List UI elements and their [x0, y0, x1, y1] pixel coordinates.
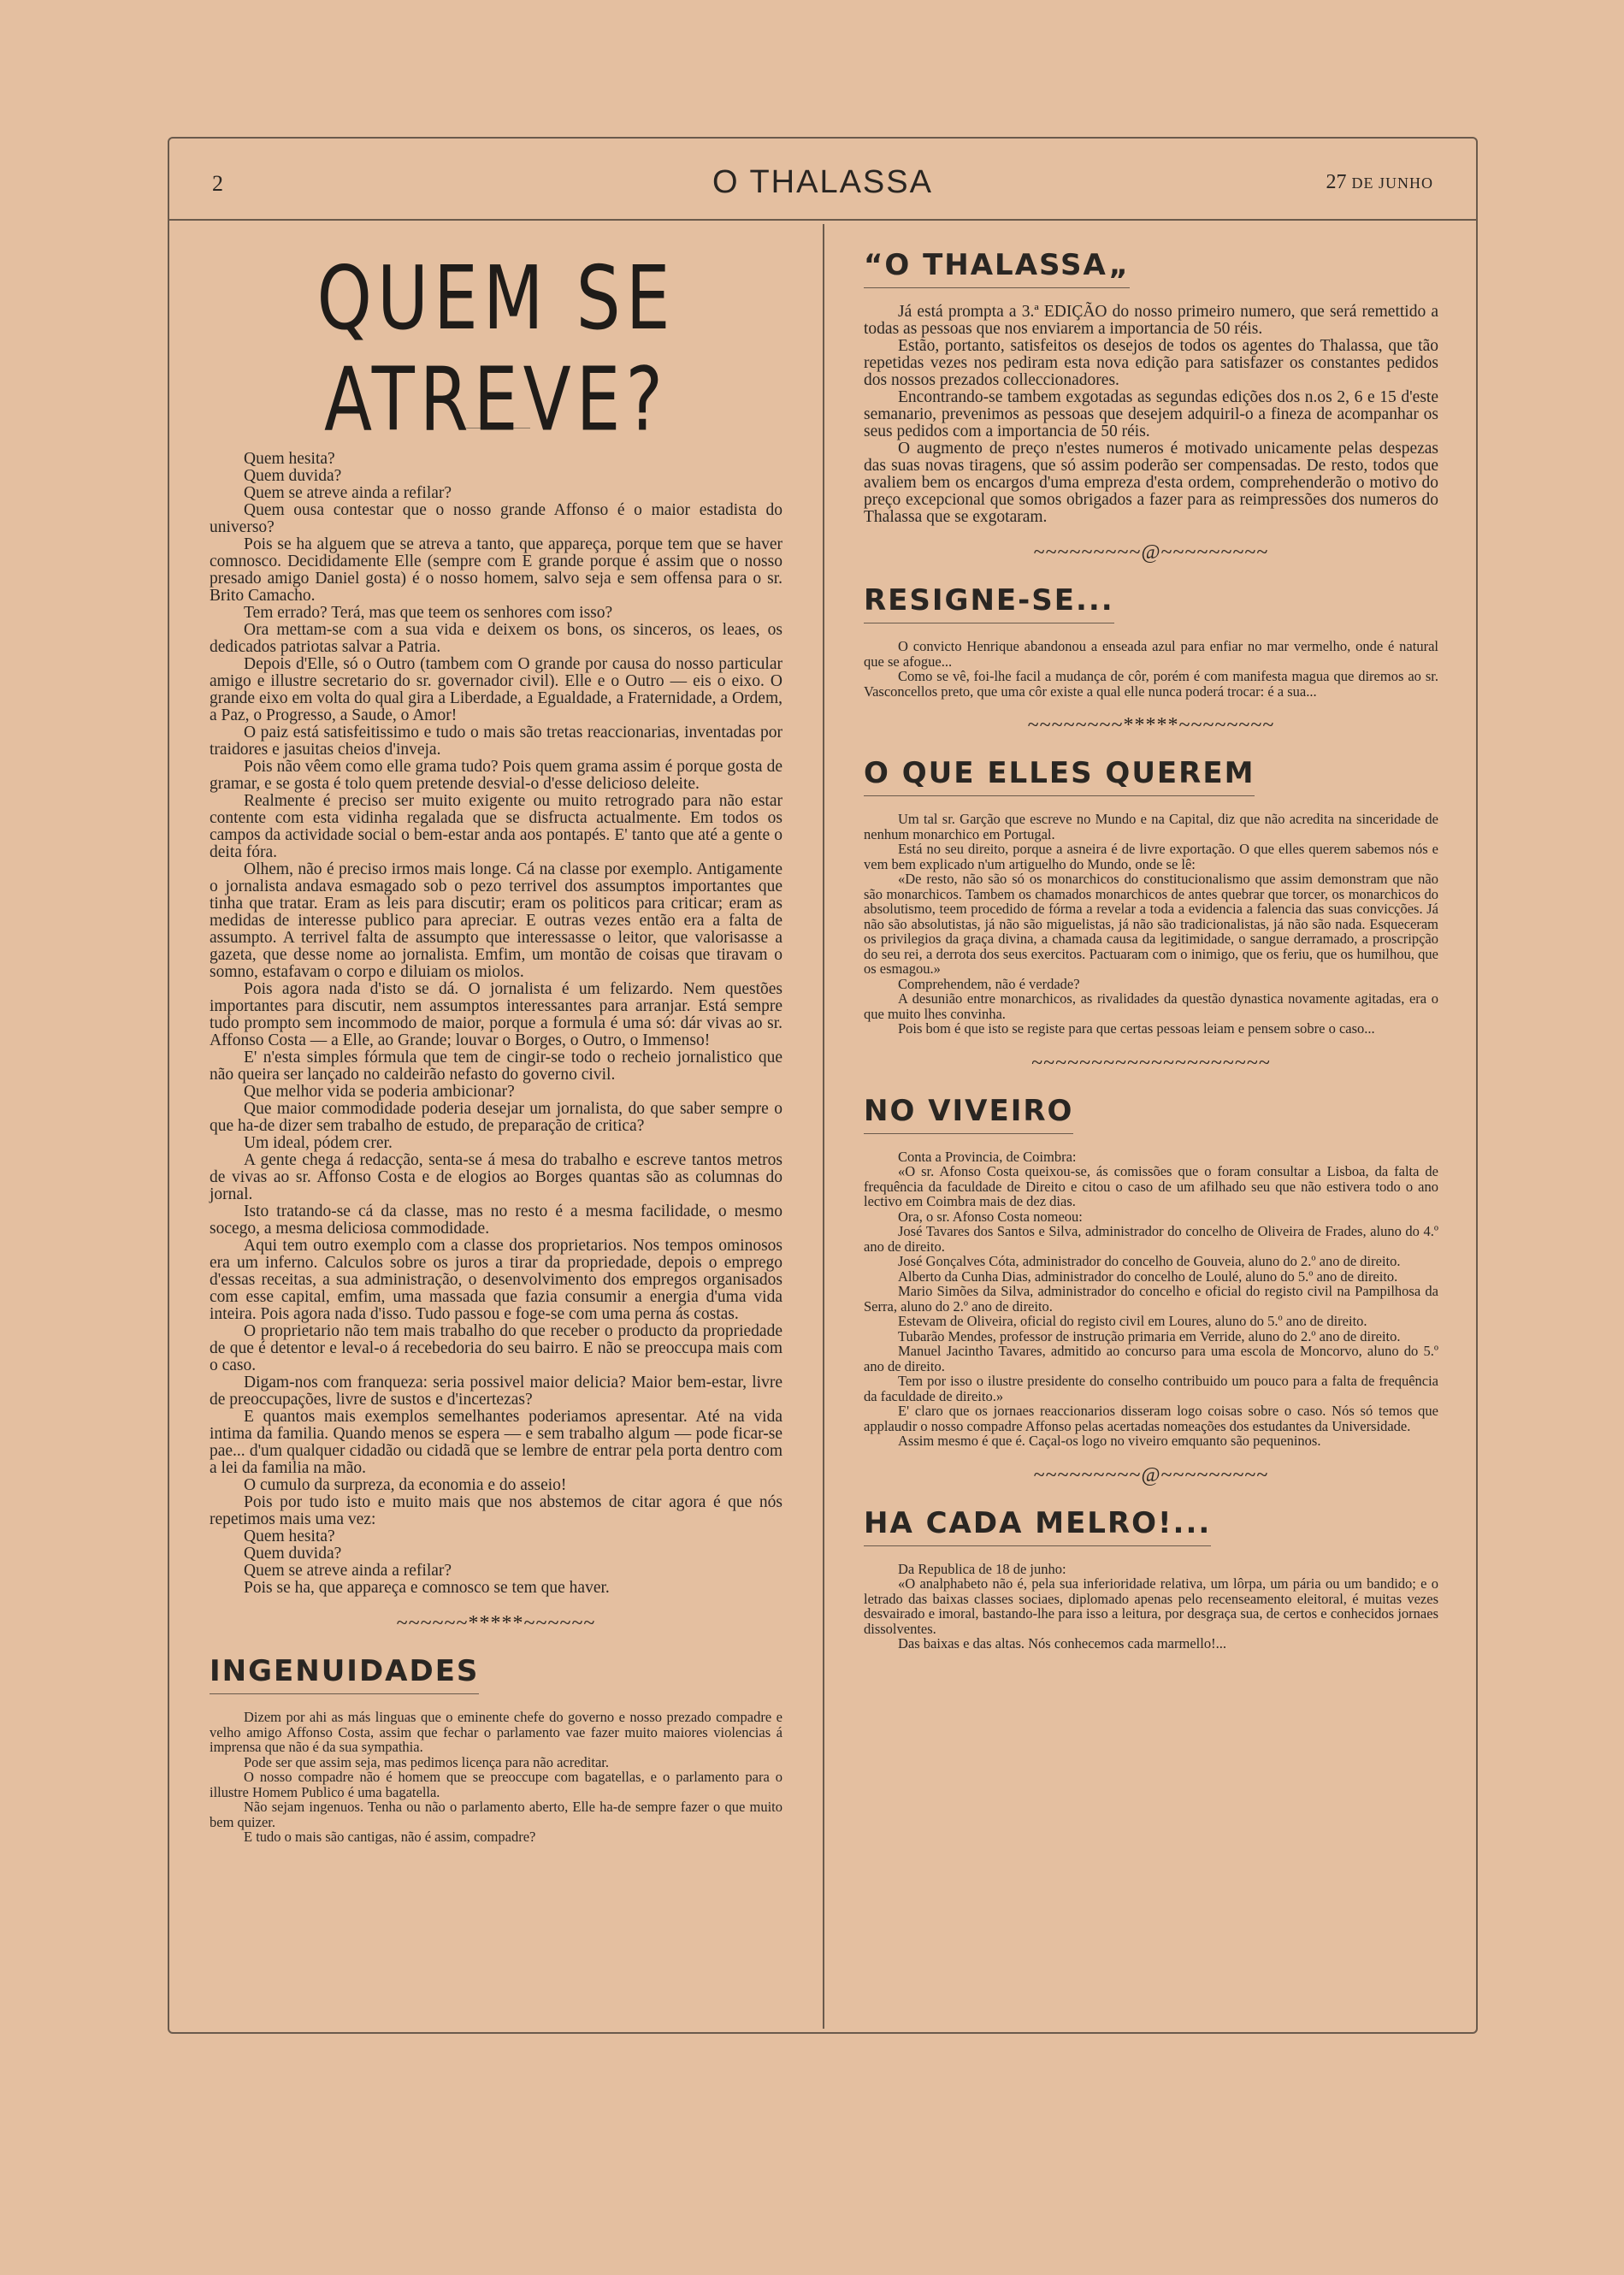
paragraph: Quem duvida?: [244, 467, 342, 485]
article-body: [210, 451, 782, 1597]
paragraph: Da Republica de 18 de junho:: [898, 1560, 1066, 1577]
paragraph: Pois não vêem como elle grama tudo? Pois quem grama assim é porque gosta de gramar, e se gosta é tolo quem pretende desvial-o d'esse delicioso deleite.: [210, 758, 782, 793]
paragraph: Tubarão Mendes, professor de instrução primaria em Verride, aluno do 2.º ano de direito.: [898, 1327, 1401, 1344]
paragraph: Um tal sr. Garção que escreve no Mundo e na Capital, diz que não acredita na sinceridade de nenhum monarchico em Portugal.: [864, 811, 1438, 842]
paragraph: Conta a Provincia, de Coimbra:: [898, 1148, 1077, 1165]
section-body-ingenuidades: [210, 1710, 782, 1845]
paragraph: A desunião entre monarchicos, as rivalidades da questão dynastica novamente agitadas, era o que muito lhes convinha.: [864, 990, 1438, 1022]
paragraph: Alberto da Cunha Dias, administrador do concelho de Loulé, aluno do 5.º ano de direito.: [898, 1268, 1398, 1285]
paragraph: E' n'esta simples fórmula que tem de cingir-se todo o recheio jornalistico que não queira ser lançado no caldeirão nefasto do governo civil.: [210, 1049, 782, 1084]
ornament-divider: ~~~~~~~~~~~~~~~~~~~~: [1031, 1051, 1271, 1074]
paragraph: Depois d'Elle, só o Outro (tambem com O grande por causa do nosso particular amigo e illustre secretario do sr. governador civil). Elle e o Outro — eis o eixo. O grande eixo em volta do qual gira a Liberdade, a Egualdade, a Fraternidade, a Ordem, a Paz, o Progresso, a Saude, o Amor!: [210, 655, 782, 724]
paragraph: O convicto Henrique abandonou a enseada azul para enfiar no mar vermelho, onde é natural que se afogue...: [864, 638, 1438, 670]
paragraph: A gente chega á redacção, senta-se á mesa do trabalho e escreve tantos metros de vivas ao sr. Affonso Costa e de elogios ao Borges quantas são as columnas do jornal.: [210, 1151, 782, 1203]
paragraph: Está no seu direito, porque a asneira é de livre exportação. O que elles querem sabemos nós e vem bem explicado n'um artiguelho do Mundo, onde se lê:: [864, 841, 1438, 872]
ornament-divider: ~~~~~~*****~~~~~~: [396, 1612, 596, 1634]
paragraph: Como se vê, foi-lhe facil a mudança de côr, porém é com manifesta magua que diremos ao sr. Vasconcellos preto, que uma côr existe a qual elle nunca poderá trocar: é a sua...: [864, 668, 1438, 700]
section-title-thalassa: “O THALASSA„: [864, 248, 1130, 288]
paragraph: Estevam de Oliveira, oficial do registo civil em Loures, aluno do 5.º ano de direito.: [898, 1313, 1367, 1329]
paragraph: O cumulo da surpreza, da economia e do asseio!: [244, 1476, 567, 1494]
section-body-resigne: [864, 639, 1438, 699]
paragraph: Um ideal, pódem crer.: [244, 1134, 393, 1152]
paragraph: Pois agora nada d'isto se dá. O jornalista é um felizardo. Nem questões importantes para discutir, nem assumptos interessantes para arranjar. Está sempre tudo prompto sem incommodo de maior, porque a formula é uma só: dár vivas ao sr. Affonso Costa — a Elle, ao Grande; louvar o Borges, o Outro, o Immenso!: [210, 980, 782, 1049]
left-column: [210, 248, 782, 1845]
paragraph: José Tavares dos Santos e Silva, administrador do concelho de Oliveira de Frades, aluno do 4.º ano de direito.: [864, 1223, 1438, 1255]
paragraph: Isto tratando-se cá da classe, mas no resto é a mesma facilidade, o mesmo socego, a mesma deliciosa commodidade.: [210, 1202, 782, 1238]
paragraph: Pois por tudo isto e muito mais que nos abstemos de citar agora é que nós repetimos mais uma vez:: [210, 1493, 782, 1528]
page-number: 2: [212, 171, 223, 196]
paragraph: «O sr. Afonso Costa queixou-se, ás comissões que o foram consultar a Lisboa, da falta de frequência da faculdade de Direito e citou o caso de um afilhado seu que não estivera todo o ano lectivo em Coimbra mais de dez dias.: [864, 1163, 1438, 1209]
section-body-viveiro: [864, 1149, 1438, 1449]
paragraph: Quem se atreve ainda a refilar?: [244, 1562, 452, 1580]
paragraph: Pois se ha, que appareça e comnosco se tem que haver.: [244, 1579, 610, 1597]
paragraph: Ora, o sr. Afonso Costa nomeou:: [898, 1208, 1083, 1225]
paragraph: E' claro que os jornaes reaccionarios disseram logo coisas sobre o caso. Nós só temos que applaudir o nosso compadre Affonso pelas acertadas nomeações dos estudantes da Universidade.: [864, 1403, 1438, 1434]
paragraph: Encontrando-se tambem exgotadas as segundas edições dos n.os 2, 6 e 15 d'este semanario, prevenimos as pessoas que desejem adquiril-o a fineza de acompanhar os seus pedidos com a importancia de 50 réis.: [864, 388, 1438, 440]
paragraph: O nosso compadre não é homem que se preoccupe com bagatellas, e o parlamento para o illustre Homem Publico é uma bagatella.: [210, 1769, 782, 1800]
paragraph: E tudo o mais são cantigas, não é assim, compadre?: [244, 1829, 536, 1845]
paragraph: «O analphabeto não é, pela sua inferioridade relativa, um lôrpa, um pária ou um bandido; e o letrado das baixas classes sociaes, diplomado apenas pelo recenseamento eleitoral, é muitas vezes desvairado e imoral, bastando-lhe para isso a leitura, por desgraça sua, de certos e conhecidos jornaes dissolventes.: [864, 1575, 1438, 1637]
section-body-thalassa: [864, 304, 1438, 526]
column-rule: [823, 224, 824, 2029]
paragraph: Quem ousa contestar que o nosso grande Affonso é o maior estadista do universo?: [210, 501, 782, 536]
paragraph: Realmente é preciso ser muito exigente ou muito retrogrado para não estar contente com esta vidinha regalada que se disfructa actualmente. Em todos os campos da actividade social o bem-estar anda aos pontapés. E' tanto que até a gente o deita fóra.: [210, 792, 782, 861]
paragraph: Digam-nos com franqueza: seria possivel maior delicia? Maior bem-estar, livre de preoccupações, livre de sustos e d'incertezas?: [210, 1374, 782, 1409]
paragraph: «De resto, não são só os monarchicos do constitucionalismo que assim demonstram que não são monarchicos. Tambem os chamados monarchicos de antes quebrar que torcer, os monarchicos do absolutismo, teem procedido de fórma a revelar a toda a evidencia a falencia das suas convicções. Já não são absolutistas, já não são miguelistas, já não são tradicionalistas, já não são nada. Esqueceram os privilegios da graça divina, a chamada causa da legitimidade, o sangue derramado, a proscripção do seu rei, a derrota dos seus exercitos. Pactuaram com o inimigo, que os feriu, que os humilhou, que os esmagou.»: [864, 871, 1438, 977]
paragraph: Quem hesita?: [244, 450, 335, 468]
paragraph: Comprehendem, não é verdade?: [898, 975, 1080, 992]
issue-date: 27 DE JUNHO: [1326, 171, 1433, 193]
paragraph: Tem por isso o ilustre presidente do conselho contribuido um pouco para a falta de frequência da faculdade de direito.»: [864, 1373, 1438, 1404]
paragraph: Mario Simões da Silva, administrador do concelho e oficial do registo civil na Pampilhosa da Serra, aluno do 2.º ano de direito.: [864, 1283, 1438, 1315]
section-title-melro: HA CADA MELRO!...: [864, 1506, 1211, 1546]
paragraph: O proprietario não tem mais trabalho do que receber o producto da propriedade de que é detentor e leval-o á recebedoria do seu bairro. E não se preoccupa mais com o caso.: [210, 1322, 782, 1374]
newspaper-title: O THALASSA: [712, 164, 933, 200]
section-body-melro: [864, 1562, 1438, 1652]
masthead: [168, 154, 1478, 221]
section-title-ingenuidades: INGENUIDADES: [210, 1654, 479, 1694]
paragraph: Assim mesmo é que é. Caçal-os logo no viveiro emquanto são pequeninos.: [898, 1433, 1321, 1449]
paragraph: Pois se ha alguem que se atreva a tanto, que appareça, porque tem que se haver comnosco. Decididamente Elle (sempre com E grande porque é assim que o nosso presado amigo Daniel gosta) é o nosso homem, salvo seja e sem offensa para o sr. Brito Camacho.: [210, 535, 782, 605]
paragraph: José Gonçalves Cóta, administrador do concelho de Gouveia, aluno do 2.º ano de direito.: [898, 1253, 1401, 1269]
section-title-viveiro: NO VIVEIRO: [864, 1094, 1073, 1134]
paragraph: Que maior commodidade poderia desejar um jornalista, do que saber sempre o que ha-de dizer sem trabalho de estudo, de preparação de critica?: [210, 1100, 782, 1135]
section-body-elles-querem: [864, 812, 1438, 1037]
ornament-divider: ~~~~~~~~~@~~~~~~~~~: [1033, 541, 1269, 564]
paragraph: Já está prompta a 3.ª EDIÇÃO do nosso primeiro numero, que será remettido a todas as pessoas que nos enviarem a importancia de 50 réis.: [864, 303, 1438, 338]
paragraph: Aqui tem outro exemplo com a classe dos proprietarios. Nos tempos ominosos era um inferno. Calculos sobre os juros a tirar da propriedade, depois o emprego d'essas receitas, a sua administração, o desenvolvimento dos empregos organisados com esse capital, emfim, uma massada que fazia consumir a energia d'uma vida inteira. Pois agora nada d'isso. Tudo passou e foge-se com uma perna ás costas.: [210, 1237, 782, 1323]
paragraph: Pois bom é que isto se registe para que certas pessoas leiam e pensem sobre o caso...: [898, 1020, 1375, 1037]
paragraph: Não sejam ingenuos. Tenha ou não o parlamento aberto, Elle ha-de sempre fazer o que muito bem quizer.: [210, 1799, 782, 1830]
paragraph: Que melhor vida se poderia ambicionar?: [244, 1083, 515, 1101]
paragraph: Ora mettam-se com a sua vida e deixem os bons, os sinceros, os leaes, os dedicados patriotas salvar a Patria.: [210, 621, 782, 656]
paragraph: Quem duvida?: [244, 1545, 342, 1563]
paragraph: Das baixas e das altas. Nós conhecemos cada marmello!...: [898, 1635, 1226, 1652]
paragraph: O paiz está satisfeitissimo e tudo o mais são tretas reaccionarias, inventadas por traidores e jasuitas cheios d'inveja.: [210, 724, 782, 759]
paragraph: Quem hesita?: [244, 1528, 335, 1545]
article-title: QUEM SE ATREVE?: [316, 248, 676, 452]
ornament-divider: ~~~~~~~~*****~~~~~~~~: [1027, 714, 1275, 736]
paragraph: Pode ser que assim seja, mas pedimos licença para não acreditar.: [244, 1753, 610, 1770]
paragraph: E quantos mais exemplos semelhantes poderiamos apresentar. Até na vida intima da familia. Quando menos se espera — e sem trabalho algum — pode ficar-se pae... d'um qualquer cidadão ou cidadã que se lembre de entrar pela porta dentro com a lei da familia na mão.: [210, 1408, 782, 1477]
paragraph: Dizem por ahi as más linguas que o eminente chefe do governo e nosso prezado compadre e velho amigo Affonso Costa, assim que fechar o parlamento vae fazer muito maiores violencias á imprensa que não é da sua sympathia.: [210, 1709, 782, 1755]
right-column: [864, 248, 1438, 1652]
section-title-elles-querem: O QUE ELLES QUEREM: [864, 756, 1255, 796]
paragraph: Manuel Jacintho Tavares, admitido ao concurso para uma escola de Moncorvo, aluno do 5.º ano de direito.: [864, 1343, 1438, 1374]
paragraph: Olhem, não é preciso irmos mais longe. Cá na classe por exemplo. Antigamente o jornalista andava esmagado sob o pezo terrivel dos assumptos importantes que tinha que tratar. Eram as leis para discutir; eram os politicos para criticar; eram as medidas de interesse publico para apreciar. E outras vezes então era a falta de assumpto. A terrivel falta de assumpto que interessasse o leitor, que valorisasse a gazeta, que desse nome ao jornalista. Emfim, um montão de coisas que tiravam o somno, estafavam o corpo e diluiam os miolos.: [210, 860, 782, 981]
paragraph: Tem errado? Terá, mas que teem os senhores com isso?: [244, 604, 613, 622]
paragraph: Quem se atreve ainda a refilar?: [244, 484, 452, 502]
paragraph: Estão, portanto, satisfeitos os desejos de todos os agentes do Thalassa, que tão repetidas vezes nos pediram esta nova edição para satisfazer os constantes pedidos dos nossos prezados colleccionadores.: [864, 337, 1438, 389]
ornament-divider: ~~~~~~~~~@~~~~~~~~~: [1033, 1463, 1269, 1486]
paragraph: O augmento de preço n'estes numeros é motivado unicamente pelas despezas das suas novas tiragens, que só assim poderão ser compensadas. De resto, todos que avaliem bem os encargos d'uma empreza d'esta ordem, comprehenderão o motivo do preço excepcional que somos obrigados a fazer para as reimpressões dos numeros do Thalassa que se exgotaram.: [864, 440, 1438, 526]
section-title-resigne: RESIGNE-SE...: [864, 583, 1114, 623]
